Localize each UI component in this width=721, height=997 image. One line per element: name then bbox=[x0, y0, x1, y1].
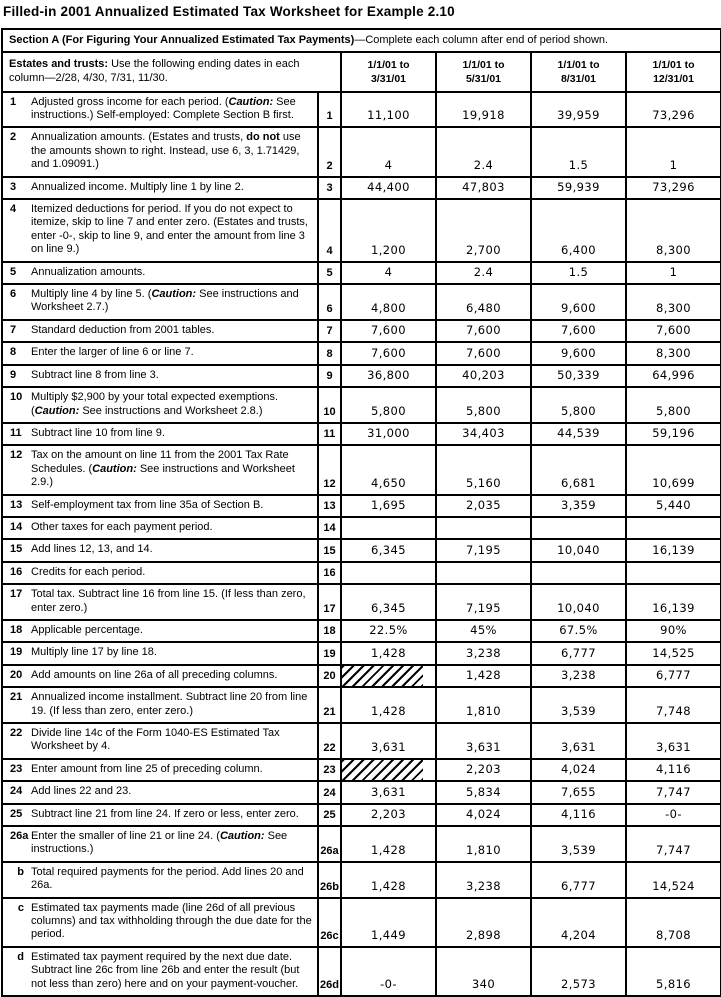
row-value: 44,539 bbox=[531, 423, 626, 445]
row-line-number: 22 bbox=[318, 723, 341, 759]
column-header-row bbox=[2, 52, 721, 92]
section-a-row bbox=[2, 29, 721, 52]
row-line-number: 26c bbox=[318, 898, 341, 947]
row-label: 16 bbox=[2, 562, 28, 584]
row-label: 22 bbox=[2, 723, 28, 759]
table-row bbox=[2, 262, 721, 284]
row-description: Annualization amounts. (Estates and trusts, do not use the amounts shown to right. Instead, use 6, 3, 1.71429, and 1.09091.) bbox=[28, 127, 318, 176]
row-value: 4,204 bbox=[531, 898, 626, 947]
table-row bbox=[2, 177, 721, 199]
table-row bbox=[2, 665, 721, 687]
row-value: 7,195 bbox=[436, 539, 531, 561]
row-label: 9 bbox=[2, 365, 28, 387]
row-value: 50,339 bbox=[531, 365, 626, 387]
row-value: 16,139 bbox=[626, 584, 721, 620]
table-row bbox=[2, 539, 721, 561]
row-line-number: 9 bbox=[318, 365, 341, 387]
row-value: 45% bbox=[436, 620, 531, 642]
row-value bbox=[436, 517, 531, 539]
row-line-number: 19 bbox=[318, 642, 341, 664]
period-column-header-2: 1/1/01 to 5/31/01 bbox=[436, 52, 531, 92]
row-description: Annualized income installment. Subtract line 20 from line 19. (If less than zero, enter zero.) bbox=[28, 687, 318, 723]
row-label: 8 bbox=[2, 342, 28, 364]
row-description: Multiply line 17 by line 18. bbox=[28, 642, 318, 664]
section-a-header bbox=[2, 29, 721, 52]
row-value: 4,116 bbox=[626, 759, 721, 781]
table-row bbox=[2, 320, 721, 342]
table-row bbox=[2, 898, 721, 947]
row-value: 11,100 bbox=[341, 92, 436, 128]
table-row bbox=[2, 826, 721, 862]
row-value bbox=[626, 562, 721, 584]
table-row bbox=[2, 423, 721, 445]
row-value: 1,810 bbox=[436, 687, 531, 723]
worksheet-table bbox=[1, 28, 721, 997]
row-description: Subtract line 21 from line 24. If zero or less, enter zero. bbox=[28, 804, 318, 826]
row-value: 1,428 bbox=[341, 687, 436, 723]
row-value: 4,650 bbox=[341, 445, 436, 494]
row-value: 4 bbox=[341, 127, 436, 176]
row-value: 4,116 bbox=[531, 804, 626, 826]
row-value: 340 bbox=[436, 947, 531, 996]
row-value: 67.5% bbox=[531, 620, 626, 642]
row-description: Credits for each period. bbox=[28, 562, 318, 584]
row-value: 7,600 bbox=[436, 342, 531, 364]
table-row bbox=[2, 517, 721, 539]
row-line-number: 12 bbox=[318, 445, 341, 494]
row-description: Self-employment tax from line 35a of Section B. bbox=[28, 495, 318, 517]
row-value: 3,631 bbox=[436, 723, 531, 759]
row-description: Estimated tax payment required by the next due date. Subtract line 26c from line 26b and enter the result (but not less than zero) here and on your payment-voucher. bbox=[28, 947, 318, 996]
row-description: Add amounts on line 26a of all preceding columns. bbox=[28, 665, 318, 687]
row-label: 26a bbox=[2, 826, 28, 862]
row-value: 8,300 bbox=[626, 342, 721, 364]
row-value: 8,300 bbox=[626, 284, 721, 320]
row-description: Adjusted gross income for each period. (Caution: See instructions.) Self-employed: Complete Section B first. bbox=[28, 92, 318, 128]
row-value: 6,777 bbox=[531, 862, 626, 898]
row-value: 73,296 bbox=[626, 92, 721, 128]
row-value: 4,800 bbox=[341, 284, 436, 320]
row-value: 1,449 bbox=[341, 898, 436, 947]
row-value: 90% bbox=[626, 620, 721, 642]
row-line-number: 21 bbox=[318, 687, 341, 723]
row-label: 14 bbox=[2, 517, 28, 539]
estates-trusts-note bbox=[2, 52, 341, 92]
row-line-number: 17 bbox=[318, 584, 341, 620]
table-row bbox=[2, 342, 721, 364]
row-label: b bbox=[2, 862, 28, 898]
row-value bbox=[341, 562, 436, 584]
row-value: 6,345 bbox=[341, 584, 436, 620]
row-value: 7,655 bbox=[531, 781, 626, 803]
row-value: 1,428 bbox=[436, 665, 531, 687]
row-line-number: 14 bbox=[318, 517, 341, 539]
row-value bbox=[341, 517, 436, 539]
row-value: 22.5% bbox=[341, 620, 436, 642]
row-value: 9,600 bbox=[531, 342, 626, 364]
table-row bbox=[2, 804, 721, 826]
row-value: -0- bbox=[626, 804, 721, 826]
row-label: 20 bbox=[2, 665, 28, 687]
row-value: 34,403 bbox=[436, 423, 531, 445]
section-a-title: Section A (For Figuring Your Annualized Estimated Tax Payments) bbox=[9, 34, 355, 46]
row-label: 5 bbox=[2, 262, 28, 284]
row-label: 21 bbox=[2, 687, 28, 723]
row-description: Other taxes for each payment period. bbox=[28, 517, 318, 539]
row-value: 14,525 bbox=[626, 642, 721, 664]
row-line-number: 15 bbox=[318, 539, 341, 561]
row-value: 3,539 bbox=[531, 826, 626, 862]
row-value: 2,035 bbox=[436, 495, 531, 517]
row-label: 25 bbox=[2, 804, 28, 826]
row-value: 2,203 bbox=[341, 804, 436, 826]
table-row bbox=[2, 642, 721, 664]
row-value: 10,040 bbox=[531, 584, 626, 620]
row-line-number: 25 bbox=[318, 804, 341, 826]
row-description: Subtract line 8 from line 3. bbox=[28, 365, 318, 387]
table-row bbox=[2, 759, 721, 781]
table-row bbox=[2, 199, 721, 262]
row-line-number: 4 bbox=[318, 199, 341, 262]
row-value bbox=[436, 562, 531, 584]
row-value: 4 bbox=[341, 262, 436, 284]
row-description: Enter the smaller of line 21 or line 24. (Caution: See instructions.) bbox=[28, 826, 318, 862]
row-value: 3,238 bbox=[531, 665, 626, 687]
row-value bbox=[531, 562, 626, 584]
row-value: 9,600 bbox=[531, 284, 626, 320]
table-row bbox=[2, 92, 721, 128]
row-value: 2,573 bbox=[531, 947, 626, 996]
row-value: 3,238 bbox=[436, 642, 531, 664]
row-line-number: 13 bbox=[318, 495, 341, 517]
row-label: 19 bbox=[2, 642, 28, 664]
row-value: 7,600 bbox=[531, 320, 626, 342]
row-value: 7,747 bbox=[626, 826, 721, 862]
row-line-number: 26a bbox=[318, 826, 341, 862]
row-value: 8,708 bbox=[626, 898, 721, 947]
row-value: 73,296 bbox=[626, 177, 721, 199]
row-description: Annualized income. Multiply line 1 by line 2. bbox=[28, 177, 318, 199]
row-value: 1,428 bbox=[341, 642, 436, 664]
row-value: 47,803 bbox=[436, 177, 531, 199]
row-description: Multiply line 4 by line 5. (Caution: See instructions and Worksheet 2.7.) bbox=[28, 284, 318, 320]
row-value: 40,203 bbox=[436, 365, 531, 387]
row-description: Standard deduction from 2001 tables. bbox=[28, 320, 318, 342]
table-row bbox=[2, 127, 721, 176]
row-line-number: 6 bbox=[318, 284, 341, 320]
row-value: 1 bbox=[626, 262, 721, 284]
row-value: -0- bbox=[341, 947, 436, 996]
row-value: 4,024 bbox=[531, 759, 626, 781]
row-value: 44,400 bbox=[341, 177, 436, 199]
row-value: 6,400 bbox=[531, 199, 626, 262]
row-label: 17 bbox=[2, 584, 28, 620]
table-row bbox=[2, 947, 721, 996]
table-row bbox=[2, 687, 721, 723]
row-value: 1.5 bbox=[531, 127, 626, 176]
row-value: 8,300 bbox=[626, 199, 721, 262]
row-value: 7,600 bbox=[626, 320, 721, 342]
row-value: 14,524 bbox=[626, 862, 721, 898]
row-description: Subtract line 10 from line 9. bbox=[28, 423, 318, 445]
table-row bbox=[2, 284, 721, 320]
row-label: 4 bbox=[2, 199, 28, 262]
row-line-number: 26d bbox=[318, 947, 341, 996]
hatched-cell bbox=[341, 665, 436, 687]
table-row bbox=[2, 781, 721, 803]
row-value: 2,898 bbox=[436, 898, 531, 947]
row-description: Estimated tax payments made (line 26d of all previous columns) and tax withholding through the due date for the period. bbox=[28, 898, 318, 947]
row-label: 3 bbox=[2, 177, 28, 199]
row-description: Annualization amounts. bbox=[28, 262, 318, 284]
row-description: Add lines 12, 13, and 14. bbox=[28, 539, 318, 561]
period-column-header-3: 1/1/01 to 8/31/01 bbox=[531, 52, 626, 92]
row-value bbox=[531, 517, 626, 539]
hatched-cell bbox=[341, 759, 436, 781]
row-value: 59,196 bbox=[626, 423, 721, 445]
period-column-header-1: 1/1/01 to 3/31/01 bbox=[341, 52, 436, 92]
row-line-number: 1 bbox=[318, 92, 341, 128]
row-value: 7,600 bbox=[436, 320, 531, 342]
row-line-number: 16 bbox=[318, 562, 341, 584]
period-column-header-4: 1/1/01 to 12/31/01 bbox=[626, 52, 721, 92]
row-value: 3,631 bbox=[626, 723, 721, 759]
row-value: 6,480 bbox=[436, 284, 531, 320]
table-row bbox=[2, 387, 721, 423]
row-description: Total required payments for the period. Add lines 20 and 26a. bbox=[28, 862, 318, 898]
table-row bbox=[2, 862, 721, 898]
row-line-number: 18 bbox=[318, 620, 341, 642]
row-value: 19,918 bbox=[436, 92, 531, 128]
row-value: 7,748 bbox=[626, 687, 721, 723]
row-value: 7,195 bbox=[436, 584, 531, 620]
row-value: 10,040 bbox=[531, 539, 626, 561]
row-label: d bbox=[2, 947, 28, 996]
table-row bbox=[2, 495, 721, 517]
row-value: 6,777 bbox=[531, 642, 626, 664]
estates-trusts-text: Use the following ending dates in each column—2/28, 4/30, 7/31, 11/30. bbox=[9, 58, 300, 85]
row-value: 1,810 bbox=[436, 826, 531, 862]
row-line-number: 2 bbox=[318, 127, 341, 176]
table-row bbox=[2, 620, 721, 642]
row-value: 1,428 bbox=[341, 862, 436, 898]
row-value: 1,200 bbox=[341, 199, 436, 262]
row-line-number: 26b bbox=[318, 862, 341, 898]
row-value: 3,539 bbox=[531, 687, 626, 723]
row-value: 5,160 bbox=[436, 445, 531, 494]
row-line-number: 7 bbox=[318, 320, 341, 342]
row-value: 31,000 bbox=[341, 423, 436, 445]
row-label: 18 bbox=[2, 620, 28, 642]
row-label: 7 bbox=[2, 320, 28, 342]
row-value: 3,359 bbox=[531, 495, 626, 517]
row-label: 2 bbox=[2, 127, 28, 176]
section-a-subtitle: —Complete each column after end of period shown. bbox=[354, 34, 609, 46]
row-line-number: 23 bbox=[318, 759, 341, 781]
row-value: 1.5 bbox=[531, 262, 626, 284]
table-row bbox=[2, 445, 721, 494]
row-description: Applicable percentage. bbox=[28, 620, 318, 642]
row-description: Enter amount from line 25 of preceding column. bbox=[28, 759, 318, 781]
row-description: Multiply $2,900 by your total expected exemptions. (Caution: See instructions and Worksheet 2.8.) bbox=[28, 387, 318, 423]
row-label: 10 bbox=[2, 387, 28, 423]
row-value: 1 bbox=[626, 127, 721, 176]
row-line-number: 3 bbox=[318, 177, 341, 199]
row-value: 5,800 bbox=[436, 387, 531, 423]
row-value: 2,700 bbox=[436, 199, 531, 262]
row-value: 1,695 bbox=[341, 495, 436, 517]
row-value: 5,816 bbox=[626, 947, 721, 996]
row-label: 11 bbox=[2, 423, 28, 445]
row-value: 6,345 bbox=[341, 539, 436, 561]
row-value: 7,600 bbox=[341, 320, 436, 342]
row-line-number: 20 bbox=[318, 665, 341, 687]
row-label: 24 bbox=[2, 781, 28, 803]
row-description: Add lines 22 and 23. bbox=[28, 781, 318, 803]
row-value: 3,631 bbox=[341, 781, 436, 803]
row-value: 10,699 bbox=[626, 445, 721, 494]
row-value: 64,996 bbox=[626, 365, 721, 387]
row-description: Enter the larger of line 6 or line 7. bbox=[28, 342, 318, 364]
row-value: 5,800 bbox=[531, 387, 626, 423]
row-line-number: 11 bbox=[318, 423, 341, 445]
row-value: 36,800 bbox=[341, 365, 436, 387]
row-value: 7,600 bbox=[341, 342, 436, 364]
row-label: 12 bbox=[2, 445, 28, 494]
row-line-number: 5 bbox=[318, 262, 341, 284]
row-value: 6,681 bbox=[531, 445, 626, 494]
row-value: 5,800 bbox=[341, 387, 436, 423]
row-description: Divide line 14c of the Form 1040-ES Estimated Tax Worksheet by 4. bbox=[28, 723, 318, 759]
row-line-number: 10 bbox=[318, 387, 341, 423]
table-row bbox=[2, 562, 721, 584]
row-value: 1,428 bbox=[341, 826, 436, 862]
row-value: 4,024 bbox=[436, 804, 531, 826]
page-title: Filled-in 2001 Annualized Estimated Tax Worksheet for Example 2.10 bbox=[3, 4, 455, 19]
row-value: 7,747 bbox=[626, 781, 721, 803]
table-row bbox=[2, 584, 721, 620]
row-line-number: 24 bbox=[318, 781, 341, 803]
row-description: Itemized deductions for period. If you do not expect to itemize, skip to line 7 and enter zero. (Estates and trusts, enter -0-, skip to line 9, and enter the amount from line 3 on line 9.) bbox=[28, 199, 318, 262]
row-label: c bbox=[2, 898, 28, 947]
row-value: 5,440 bbox=[626, 495, 721, 517]
row-value: 6,777 bbox=[626, 665, 721, 687]
row-description: Tax on the amount on line 11 from the 2001 Tax Rate Schedules. (Caution: See instructions and Worksheet 2.9.) bbox=[28, 445, 318, 494]
row-value: 39,959 bbox=[531, 92, 626, 128]
row-label: 13 bbox=[2, 495, 28, 517]
row-value: 2,203 bbox=[436, 759, 531, 781]
row-value: 3,238 bbox=[436, 862, 531, 898]
row-description: Total tax. Subtract line 16 from line 15. (If less than zero, enter zero.) bbox=[28, 584, 318, 620]
row-value: 2.4 bbox=[436, 127, 531, 176]
row-label: 1 bbox=[2, 92, 28, 128]
row-value: 3,631 bbox=[341, 723, 436, 759]
row-value: 59,939 bbox=[531, 177, 626, 199]
row-value: 5,800 bbox=[626, 387, 721, 423]
row-label: 23 bbox=[2, 759, 28, 781]
row-value: 16,139 bbox=[626, 539, 721, 561]
row-value bbox=[626, 517, 721, 539]
row-value: 2.4 bbox=[436, 262, 531, 284]
row-line-number: 8 bbox=[318, 342, 341, 364]
row-value: 3,631 bbox=[531, 723, 626, 759]
table-row bbox=[2, 365, 721, 387]
row-label: 6 bbox=[2, 284, 28, 320]
estates-trusts-label: Estates and trusts: bbox=[9, 58, 109, 70]
table-row bbox=[2, 723, 721, 759]
row-label: 15 bbox=[2, 539, 28, 561]
row-value: 5,834 bbox=[436, 781, 531, 803]
